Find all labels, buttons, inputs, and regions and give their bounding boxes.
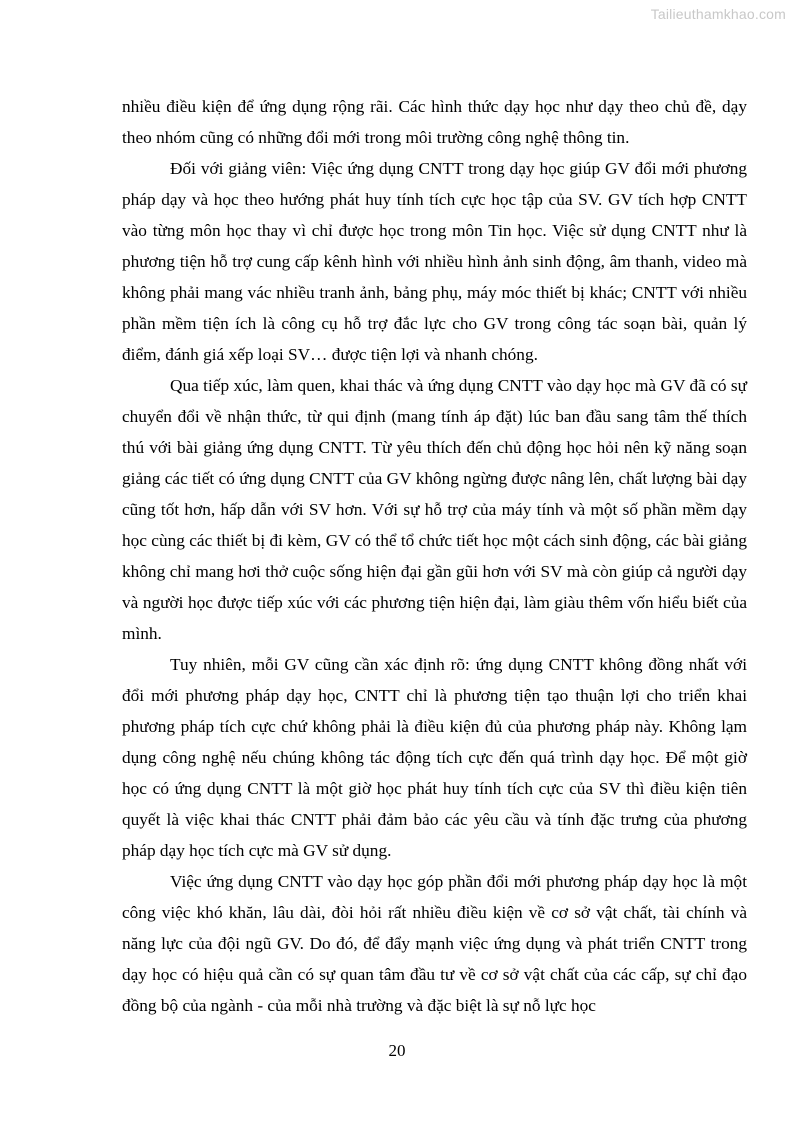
paragraph-caveat: Tuy nhiên, mỗi GV cũng cần xác định rõ: ứng dụng CNTT không đồng nhất với đổi mới phương pháp dạy học, CNTT chỉ là phương tiện tạo thuận lợi cho triển khai phương pháp tích cực chứ không phải là điều kiện đủ của phương pháp này. Không lạm dụng công nghệ nếu chúng không tác động tích cực đến quá trình dạy học. Để một giờ học có ứng dụng CNTT là một giờ học phát huy tính tích cực của SV thì điều kiện tiên quyết là việc khai thác CNTT phải đảm bảo các yêu cầu và tính đặc trưng của phương pháp dạy học tích cực mà GV sử dụng. bbox=[122, 655, 747, 860]
document-body bbox=[122, 91, 747, 1021]
paragraph-continuation: nhiều điều kiện để ứng dụng rộng rãi. Các hình thức dạy học như dạy theo chủ đề, dạy theo nhóm cũng có những đổi mới trong môi trường công nghệ thông tin. bbox=[122, 97, 747, 147]
paragraph-conclusion: Việc ứng dụng CNTT vào dạy học góp phần đổi mới phương pháp dạy học là một công việc khó khăn, lâu dài, đòi hỏi rất nhiều điều kiện về cơ sở vật chất, tài chính và năng lực của đội ngũ GV. Do đó, để đẩy mạnh việc ứng dụng và phát triển CNTT trong dạy học có hiệu quả cần có sự quan tâm đầu tư về cơ sở vật chất của các cấp, sự chỉ đạo đồng bộ của ngành - của mỗi nhà trường và đặc biệt là sự nỗ lực học bbox=[122, 872, 747, 1015]
paragraph-awareness: Qua tiếp xúc, làm quen, khai thác và ứng dụng CNTT vào dạy học mà GV đã có sự chuyển đổi về nhận thức, từ qui định (mang tính áp đặt) lúc ban đầu sang tâm thế thích thú với bài giảng ứng dụng CNTT. Từ yêu thích đến chủ động học hỏi nên kỹ năng soạn giảng các tiết có ứng dụng CNTT của GV không ngừng được nâng lên, chất lượng bài dạy cũng tốt hơn, hấp dẫn với SV hơn. Với sự hỗ trợ của máy tính và một số phần mềm dạy học cùng các thiết bị đi kèm, GV có thể tổ chức tiết học một cách sinh động, các bài giảng không chỉ mang hơi thở cuộc sống hiện đại gần gũi hơn với SV mà còn giúp cả người dạy và người học được tiếp xúc với các phương tiện hiện đại, làm giàu thêm vốn hiểu biết của mình. bbox=[122, 376, 747, 643]
page-number: 20 bbox=[388, 1041, 406, 1060]
paragraph-lecturers: Đối với giảng viên: Việc ứng dụng CNTT trong dạy học giúp GV đổi mới phương pháp dạy và học theo hướng phát huy tính tích cực học tập của SV. GV tích hợp CNTT vào từng môn học thay vì chỉ được học trong môn Tin học. Việc sử dụng CNTT như là phương tiện hỗ trợ cung cấp kênh hình với nhiều hình ảnh sinh động, âm thanh, video mà không phải mang vác nhiều tranh ảnh, bảng phụ, máy móc thiết bị khác; CNTT với nhiều phần mềm tiện ích là công cụ hỗ trợ đắc lực cho GV trong công tác soạn bài, quản lý điểm, đánh giá xếp loại SV… được tiện lợi và nhanh chóng. bbox=[122, 159, 747, 364]
watermark-text: Tailieuthamkhao.com bbox=[650, 6, 786, 22]
